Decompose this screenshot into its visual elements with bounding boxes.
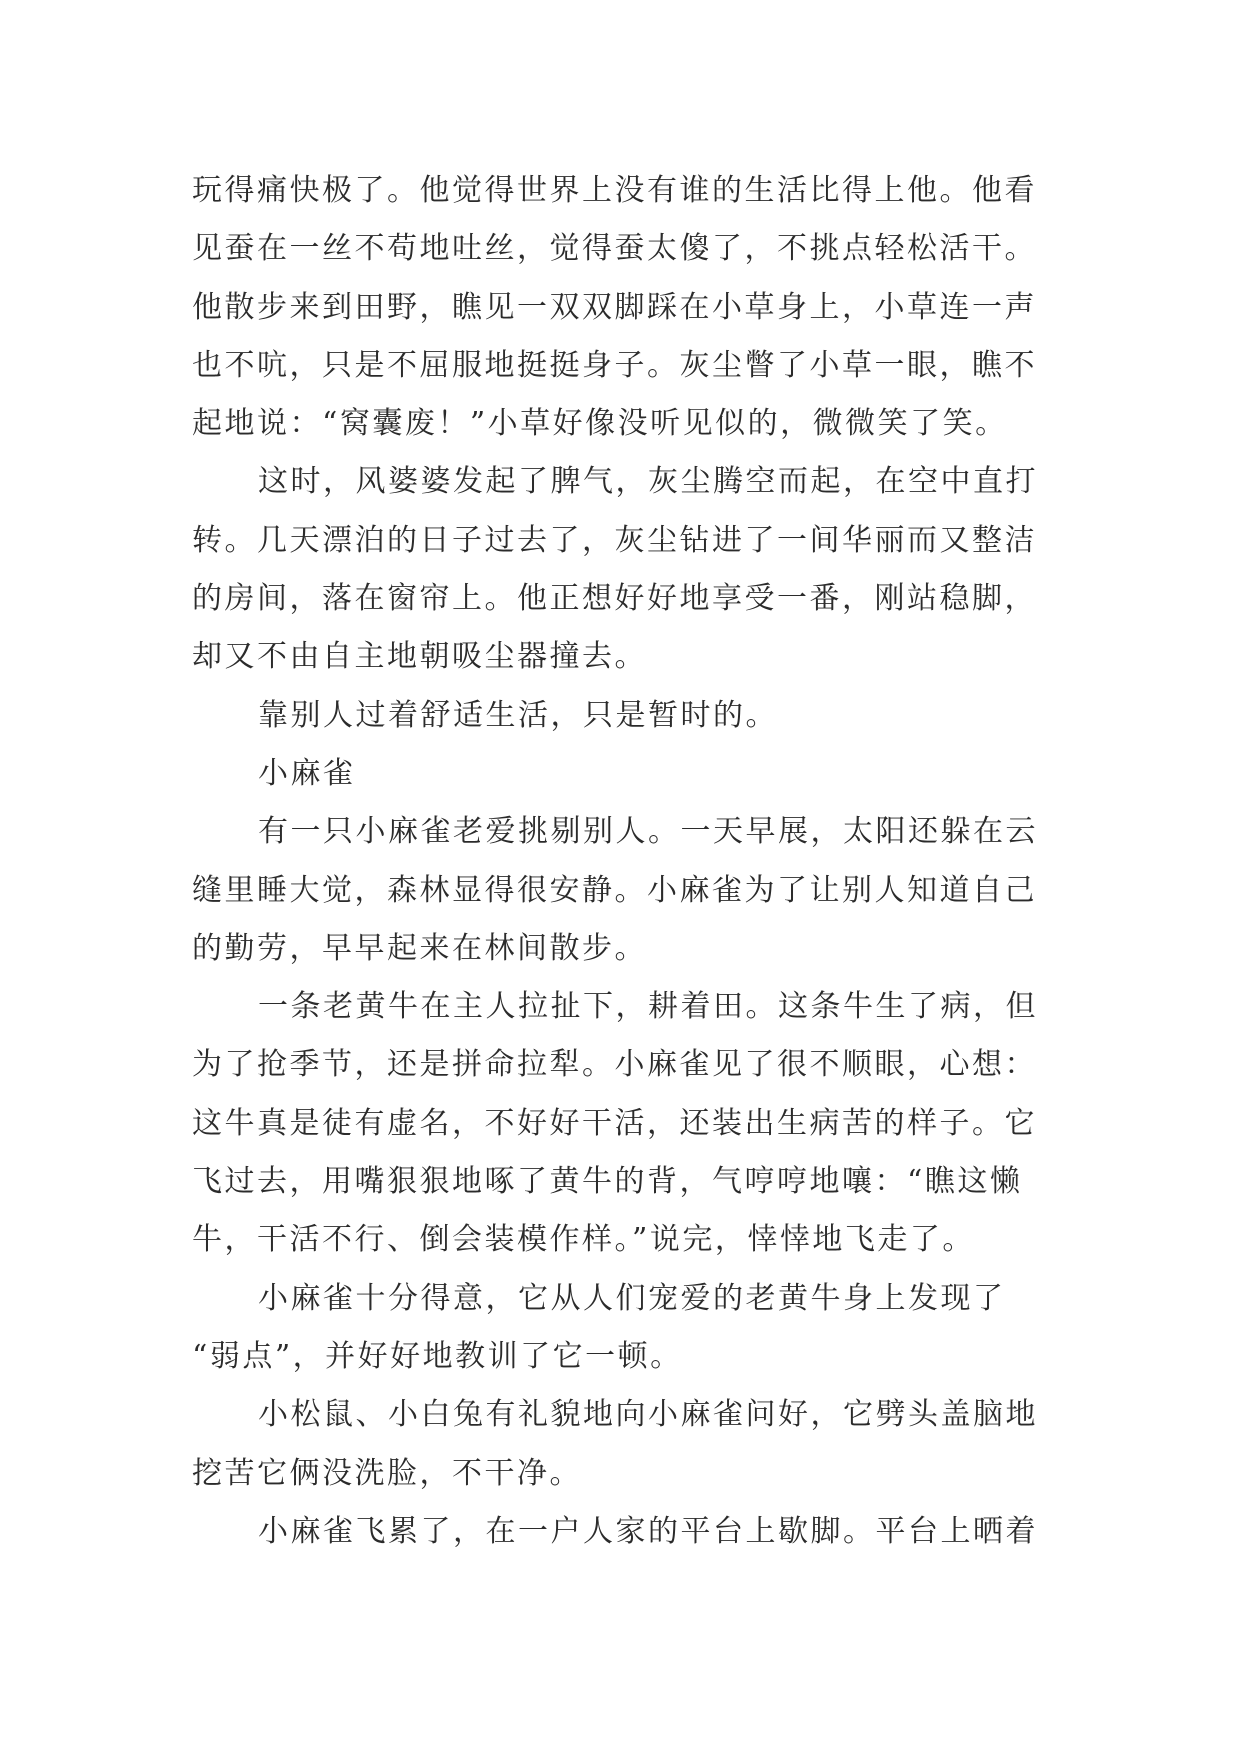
- text-line: 小松鼠、小白兔有礼貌地向小麻雀问好，它劈头盖脑地: [258, 1397, 1038, 1433]
- text-line: 这时，风婆婆发起了脾气，灰尘腾空而起，在空中直打: [258, 464, 1038, 500]
- text-line: 小麻雀飞累了，在一户人家的平台上歇脚。平台上晒着: [258, 1513, 1038, 1549]
- text-line: 他散步来到田野，瞧见一双双脚踩在小草身上，小草连一声: [192, 289, 1037, 325]
- text-line: 有一只小麻雀老爱挑剔别人。一天早展，太阳还躲在云: [258, 814, 1038, 850]
- text-line: 的勤劳，早早起来在林间散步。: [192, 930, 647, 966]
- text-line: 飞过去，用嘴狠狠地啄了黄牛的背，气哼哼地嚷：“瞧这懒: [192, 1164, 1023, 1200]
- document-body: [192, 162, 1052, 1561]
- text-line: 为了抢季节，还是拼命拉犁。小麻雀见了很不顺眼，心想：: [192, 1047, 1037, 1083]
- text-line: 挖苦它俩没洗脸，不干净。: [192, 1455, 582, 1491]
- text-line: 的房间，落在窗帘上。他正想好好地享受一番，刚站稳脚，: [192, 581, 1037, 617]
- text-line: 小麻雀: [258, 755, 356, 791]
- text-line: 一条老黄牛在主人拉扯下，耕着田。这条牛生了病，但: [258, 989, 1038, 1025]
- text-line: 这牛真是徒有虚名，不好好干活，还装出生病苦的样子。它: [192, 1105, 1037, 1141]
- text-line: 玩得痛快极了。他觉得世界上没有谁的生活比得上他。他看: [192, 173, 1037, 208]
- text-line: “弱点”，并好好地教训了它一顿。: [192, 1338, 683, 1374]
- text-line: 靠别人过着舒适生活，只是暂时的。: [258, 697, 778, 733]
- text-line: 转。几天漂泊的日子过去了，灰尘钻进了一间华丽而又整洁: [192, 522, 1037, 558]
- text-line: 缝里睡大觉，森林显得很安静。小麻雀为了让别人知道自己: [192, 872, 1037, 908]
- text-line: 却又不由自主地朝吸尘器撞去。: [192, 639, 647, 675]
- text-line: 小麻雀十分得意，它从人们宠爱的老黄牛身上发现了: [258, 1280, 1006, 1316]
- text-line: 牛，干活不行、倒会装模作样。”说完，悻悻地飞走了。: [192, 1222, 975, 1258]
- text-line: 起地说：“窝囊废！”小草好像没听见似的，微微笑了笑。: [192, 406, 1008, 442]
- text-line: 也不吭，只是不屈服地挺挺身子。灰尘瞥了小草一眼，瞧不: [192, 347, 1037, 383]
- text-line: 见蚕在一丝不苟地吐丝，觉得蚕太傻了，不挑点轻松活干。: [192, 231, 1037, 267]
